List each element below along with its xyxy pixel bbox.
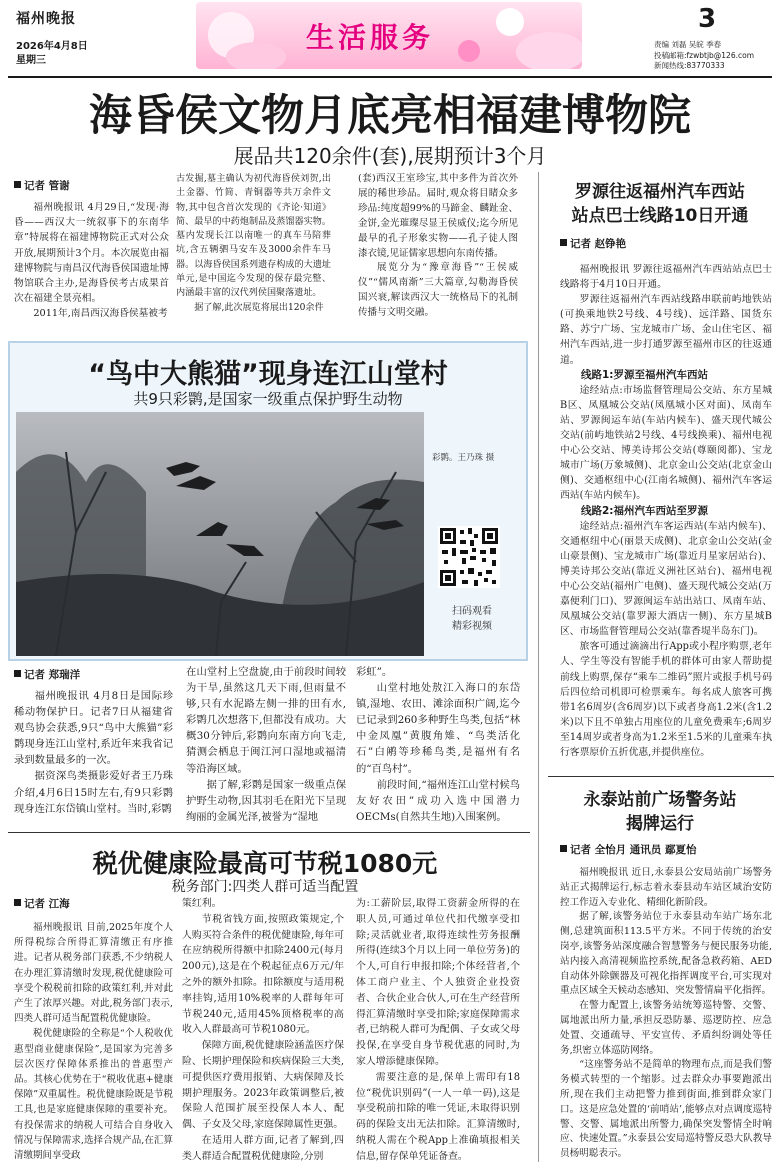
page-number: 3 — [698, 4, 717, 34]
paragraph: 罗源往返福州汽车西站线路串联前屿地铁站(可换乘地铁2号线、4号线)、远洋路、国货东路、苏宁广场、宝龙城市广场、金山住宅区、福州汽车西站,进一步打通罗源至福州市区的往返通道。 — [560, 294, 772, 366]
paragraph: 据了解,此次展览将展出120余件 — [194, 302, 324, 313]
bird-subheadline: 共9只彩鹮,是国家一级重点保护野生动物 — [133, 390, 403, 408]
editor-info — [654, 40, 754, 72]
qr-caption-line: 扫码观看 — [452, 606, 492, 617]
qr-code[interactable] — [438, 526, 500, 588]
paragraph: 策红利。 — [182, 898, 222, 909]
paragraph: 福州晚报讯 近日,永泰县公安局站前广场警务站正式揭牌运行,标志着永泰县动车站区域治安防控工作迈入专业化、精细化新阶段。 — [560, 867, 772, 908]
police-headline: 永泰站前广场警务站 揭牌运行 — [583, 790, 737, 834]
paragraph: 福州晚报讯 目前,2025年度个人所得税综合所得汇算清缴正有序推进。记者从税务部门获悉,不少纳税人在办理汇算清缴时发现,税优健康险可享受个税税前扣除的政策红利,并对此产生了浓厚兴趣。对此,税务部门表示,四类人群可适当配置税优健康险。 — [14, 922, 173, 1025]
bird-headline: “鸟中大熊猫”现身连江山堂村 — [88, 359, 448, 390]
tax-column-1 — [14, 920, 173, 1163]
editors-line: 责编 刘磊 吴皖 季春 — [654, 40, 722, 49]
paragraph: 展览分为“豫章海昏”“王侯威仪”“儒风南渐”三大篇章,勾勒海昏侯国兴衰,解读西汉大一统格局下的礼制传播与文明交融。 — [358, 262, 518, 319]
paragraph: 据了解,彩鹮是国家一级重点保护野生动物,因其羽毛在阳光下呈现绚丽的金属光泽,被誉为“湿地 — [186, 778, 346, 823]
lead-column-2 — [176, 172, 331, 315]
paragraph: 2011年,南昌西汉海昏侯墓被考 — [33, 308, 168, 320]
bus-byline: 记者 赵铮艳 — [560, 236, 626, 251]
paragraph: 据资深鸟类摄影爱好者王乃珠介绍,4月6日15时左右,有9只彩鹮现身连江东岱镇山堂村。当时,彩鹮 — [14, 770, 173, 815]
bird-column-1 — [14, 688, 173, 817]
paragraph: 税优健康险的全称是“个人税收优惠型商业健康保险”,是国家为完善多层次医疗保障体系推出的普惠型产品。其核心优势在于“税收优惠+健康保障”双重属性。税优健康险既是节税工具,也是家庭健康保障的重要补充。有投保需求的纳税人可结合自身收入情况与保障需求,选择合规产品,在汇算清缴期间享受政 — [14, 1028, 173, 1162]
paragraph: 途经站点:福州汽车客运西站(车站内候车)、交通枢纽中心(丽景天成侧)、北京金山公交站(金山豪景侧)、宝龙城市广场(靠近月星家居站台)、博美诗邦公交站(靠近义洲社区站台)、福州电视中心公交站(福州广电侧)、盛天现代城公交站(万嘉便利门口)、罗源闽运车站出站口、凤南车站、凤凰城公交站(靠罗源大酒店一侧)、东方星城B区、市场监督管理局公交站(靠香堤半岛东门)。 — [560, 520, 772, 638]
tax-byline: 记者 江海 — [14, 896, 70, 911]
masthead-logo: 福州晚报 — [16, 11, 76, 27]
paragraph: 福州晚报讯 4月29日,“发现·海昏——西汉大一统叙事下的东南华章”特展将在福建博物院正式对公众开放,展期预计3个月。本次展览由福建博物院与南昌汉代海昏侯国遗址博物馆联合主办,是海昏侯考古成果首次在福建全景亮相。 — [14, 202, 169, 305]
lead-column-1 — [14, 200, 169, 322]
paragraph: 保障方面,税优健康险涵盖医疗保险、长期护理保险和疾病保险三大类,可提供医疗费用报销、大病保障及长期护理服务。2023年政策调整后,被保险人范围扩展至投保人本人、配偶、子女及父母,家庭保障属性更强。 — [182, 1040, 344, 1131]
tax-subheadline: 税务部门:四类人群可适当配置 — [171, 879, 359, 895]
paragraph: 福州晚报讯 4月8日是国际珍稀动物保护日。记者7日从福建省观鸟协会获悉,9只“鸟中大熊猫”彩鹮现身连江山堂村,系近年来我省记录到数量最多的一次。 — [14, 690, 173, 767]
lead-subheadline: 展品共120余件(套),展期预计3个月 — [233, 144, 547, 168]
hotline-line: 新闻热线:83770333 — [654, 61, 725, 70]
route1-label: 线路1:罗源至福州汽车西站 — [581, 368, 709, 381]
bus-body — [560, 262, 772, 760]
paragraph: 山堂村地处敖江入海口的东岱镇,湿地、农田、滩涂面积广阔,迄今已记录到260多种野生鸟类,包括“林中金凤凰”黄腹角雉、“鸟类活化石”白鹇等珍稀鸟类,是福州有名的“百鸟村”。 — [356, 682, 520, 775]
paragraph: 据了解,该警务站位于永泰县动车站广场东北侧,总建筑面积113.5平方米。不同于传统的治安岗亭,该警务站深度融合智慧警务与便民服务功能,站内接入高清视频监控系统,配备急救药箱、AED自动体外除颤器及可视化指挥调度平台,可实现对重点区域全天候动态感知、突发警情扁平化指挥。 — [560, 911, 772, 997]
bird-byline: 记者 郑瑞洋 — [14, 667, 80, 682]
section-banner — [196, 2, 582, 69]
lead-byline: 记者 管谢 — [14, 178, 70, 193]
bird-column-2 — [186, 664, 346, 825]
photo-credit: 彩鹮。王乃珠 摄 — [432, 453, 495, 463]
email-line: 投稿邮箱:fzwbtjb@126.com — [654, 50, 755, 60]
police-body — [560, 866, 772, 1162]
ibis-photo — [16, 412, 424, 656]
tax-column-2 — [182, 896, 344, 1165]
issue-date — [16, 40, 88, 68]
paragraph: (套)西汉王室珍宝,其中多件为首次外展的稀世珍品。届时,观众将目睹众多珍品:纯度超99%的马蹄金、麟趾金、金饼,金光璀璨尽显王侯威仪;迄今所见最早的孔子形象实物——孔子徒人图漆衣镜,见证儒家思想向东南传播。 — [358, 173, 518, 259]
lead-headline: 海昏侯文物月底亮相福建博物院 — [89, 91, 691, 141]
paragraph: 在山堂村上空盘旋,由于前段时间较为干旱,虽然这几天下雨,但雨量不够,只有水泥路左侧一排的田有水,彩鹮几次想落下,但都没有成功。大概30分钟后,彩鹮向东南方向飞走,猜测会栖息于闽江河口湿地或福清等沿海区域。 — [186, 666, 346, 775]
police-byline: 记者 全怡月 通讯员 鄢夏怡 — [560, 842, 696, 857]
lead-column-3 — [358, 172, 518, 321]
paragraph: 旅客可通过滴滴出行App或小程序购票,老年人、学生等没有智能手机的群体可由家人帮助提前线上购票,保存“乘车二维码”照片或报手机号码后四位给司机即可检票乘车。每名成人旅客可携带1名6周岁(含6周岁)以下或者身高1.2米(含1.2米)以下且不单独占用座位的儿童免费乘车;6周岁至14周岁或者身高为1.2米至1.5米的儿童乘车执行客票原价五折优惠,并提供座位。 — [560, 641, 772, 758]
paragraph: 在适用人群方面,记者了解到,四类人群适合配置税优健康险,分别 — [182, 1134, 344, 1162]
weekday-text: 星期三 — [16, 55, 46, 66]
qr-caption-line: 精彩视频 — [452, 621, 492, 632]
date-text: 2026年4月8日 — [16, 41, 88, 52]
paragraph: 需要注意的是,保单上需印有18位“税优识别码”(一人一单一码),这是享受税前扣除的唯一凭证,未取得识别码的保险支出无法扣除。汇算清缴时,纳税人需在个税App上准确填报相关信息,留存保单凭证备查。 — [356, 1071, 520, 1162]
qr-caption — [432, 604, 512, 634]
bird-column-3 — [356, 664, 520, 825]
section-title: 生活服务 — [306, 21, 435, 54]
paragraph: 途经站点:市场监督管理局公交站、东方星城B区、凤凰城公交站(凤凰城小区对面)、凤南车站、罗源闽运车站(车站内候车)、盛天现代城公交站(前屿地铁站2号线、4号线换乘)、福州电视中心公交站、博美诗邦公交站(尊颐阅都)、宝龙城市广场(万象城侧)、北京金山公交站(北京金山侧)、交通枢纽中心(江南名城侧)、福州汽车客运西站(车站内候车)。 — [560, 384, 772, 502]
paragraph: 福州晚报讯 罗源往返福州汽车西站站点巴士线路将于4月10日开通。 — [560, 264, 772, 291]
paragraph: 在警力配置上,该警务站统筹巡特警、交警、属地派出所力量,承担反恐防暴、巡逻防控、应急处置、交通疏导、平安宣传、矛盾纠纷调处等任务,织密立体巡防网络。 — [560, 1000, 772, 1056]
route2-label: 线路2:福州汽车西站至罗源 — [581, 504, 709, 517]
paragraph: 前段时间,“福州连江山堂村候鸟友好农田”成功入选中国潜力OECMs(自然共生地)入围案例。 — [356, 778, 520, 823]
paragraph: 古发掘,墓主确认为初代海昏侯刘贺,出土金器、竹简、青铜器等共万余件文物,其中包含首次发现的《齐论·知道》简、最早的中药炮制品及蒸馏器实物。墓内发现长江以南唯一的真车马陪葬坑,含五辆驷马安车及3000余件车马器。以海昏侯国系列遗存构成的大遗址单元,是中国迄今发现的保存最完整、内涵最丰富的汉代列侯国聚落遗址。 — [176, 174, 331, 299]
paragraph: “这座警务站不是简单的物理布点,而是我们警务模式转型的一个缩影。过去群众办事要跑派出所,现在我们主动把警力推到街面,推到群众家门口。这是应急处置的‘前哨站’,能够点对点调度巡特警、交警、属地派出所警力,确保突发警情全时响应、快速处置。”永泰县公安局巡特警反恐大队教导员杨明聪表示。 — [560, 1059, 772, 1160]
bus-headline: 罗源往返福州汽车西站 站点巴士线路10日开通 — [571, 182, 749, 226]
tax-column-3 — [356, 896, 520, 1165]
paragraph: 彩虹”。 — [356, 666, 393, 678]
paragraph: 为:工薪阶层,取得工资薪金所得的在职人员,可通过单位代扣代缴享受扣除;灵活就业者,取得连续性劳务报酬所得(连续3个月以上同一单位劳务)的个人,可自行申报扣除;个体经营者,个体工商户业主、个人独资企业投资者、合伙企业合伙人,可在生产经营所得汇算清缴时享受扣除;家庭保障需求者,已纳税人群可为配偶、子女或父母投保,在享受自身节税优惠的同时,为家人增添健康保障。 — [356, 898, 520, 1067]
tax-headline: 税优健康险最高可节税1080元 — [92, 849, 438, 878]
paragraph: 节税省钱方面,按照政策规定,个人购买符合条件的税优健康险,每年可在应纳税所得额中扣除2400元(每月200元),这是在个税起征点6万元/年之外的额外扣除。扣除额度与适用税率挂钩,适用10%税率的人群每年可节税240元,适用45%顶格税率的高收入人群最高可节税1080元。 — [182, 913, 344, 1036]
